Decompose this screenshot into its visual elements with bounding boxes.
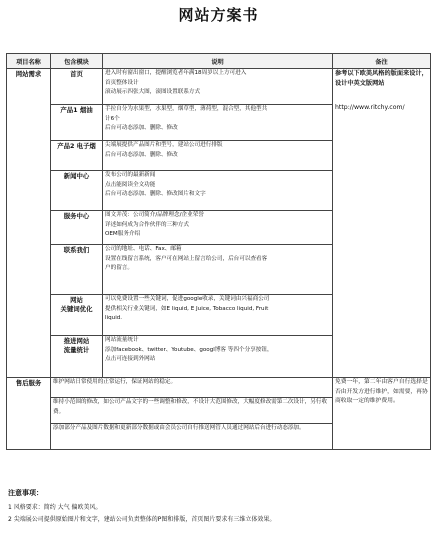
table-row — [7, 378, 431, 398]
notes-title: 注意事项： — [8, 489, 43, 497]
module-contact: 联系我们 — [51, 245, 103, 295]
module-service-desc: 图文并茂：公司简介/品牌理念/企业荣誉 详述如何成为合作伙伴的三种方式 OEM服务介绍 — [103, 211, 333, 245]
note-item: 1 风格要求：简约 大气 偏欧美风。 — [8, 504, 102, 511]
module-news-desc: 发布公司的最新新闻 点击能阅读全文功能 后台可动态添加、删除、修改图片和文字 — [103, 171, 333, 211]
header-project-name: 项目名称 — [7, 54, 51, 69]
note-item: 2 尖端展公司提供原始图片和文字，建站公司负责整体的P图和排版，首页图片要求有三维立体效果。 — [8, 516, 276, 523]
after-sales-line-2: 维持小范围的修改，如公司产品文字的一些调整和修改，不设计大范围修改，大幅度修改需第二次设计，另行收费。 — [51, 398, 333, 424]
category-after-sales: 售后服务 — [7, 378, 51, 450]
module-product-ecig: 产品2 电子烟 — [51, 141, 103, 171]
plan-table — [6, 53, 431, 450]
header-description: 说明 — [103, 54, 333, 69]
module-home-desc: 进入时有窗出窗口，提醒浏览者年满18周岁以上方可进入 首页整体设计 滚动展示四张大图，滚图设置联系方式 — [103, 69, 333, 105]
module-contact-desc: 公司的地址、电话、Fax、邮箱 设置在线留言系统，客户可在网站上留言给公司，后台可以查看客 户的留言。 — [103, 245, 333, 295]
table-row — [7, 69, 431, 105]
remarks-cell — [333, 69, 431, 378]
header-modules: 包含模块 — [51, 54, 103, 69]
reference-url[interactable]: http://www.ritchy.com/ — [335, 104, 405, 111]
module-home: 首页 — [51, 69, 103, 105]
module-news: 新闻中心 — [51, 171, 103, 211]
module-product-eliquid-desc: 手拉自分为水果型，水果型，烟草型，薄荷型，混合型，其他型共 计6个 后台可动态添加、删除、修改 — [103, 105, 333, 141]
table-header-row — [7, 54, 431, 69]
page-title: 网站方案书 — [178, 6, 259, 24]
after-sales-line-3: 添加部分产品及图片数据和更新部分数据或由会员公司自行推送网管人员通过网站后台进行动态添加。 — [51, 424, 333, 450]
after-sales-line-1: 维护网站日常使用的正常运行，保证网站的稳定。 — [51, 378, 333, 398]
category-website: 网站需求 — [7, 69, 51, 378]
module-traffic-desc: 网站流量统计 添加facebook、twitter、Youtube、googl博客 等四个分享按钮， 点击可连接到外网站 — [103, 336, 333, 378]
module-service: 服务中心 — [51, 211, 103, 245]
after-sales-note: 免费一年，第二年由客户自行选择是否由开发方进行维护，如需要，再协商收取一定的维护费用。 — [333, 378, 431, 450]
module-traffic: 推进网站 流量统计 — [51, 336, 103, 378]
module-seo-desc: 可以免费设置一些关键词，促进google收录，关键词由兴福商公司 提供相关行业关键词，如E liquid, E Juice, Tobacco liquid, Fruit liquid. — [103, 295, 333, 336]
module-product-eliquid: 产品1 烟油 — [51, 105, 103, 141]
notes-section — [8, 488, 432, 526]
module-product-ecig-desc: 尖端展提供产品图片和型号，建站公司进行排版 后台可动态添加、删除、修改 — [103, 141, 333, 171]
module-seo: 网站 关键词优化 — [51, 295, 103, 336]
header-remarks: 备注 — [333, 54, 431, 69]
remarks-text: 参考以下欧美风格的版面来设计，设计中英文版网站 — [335, 70, 428, 87]
